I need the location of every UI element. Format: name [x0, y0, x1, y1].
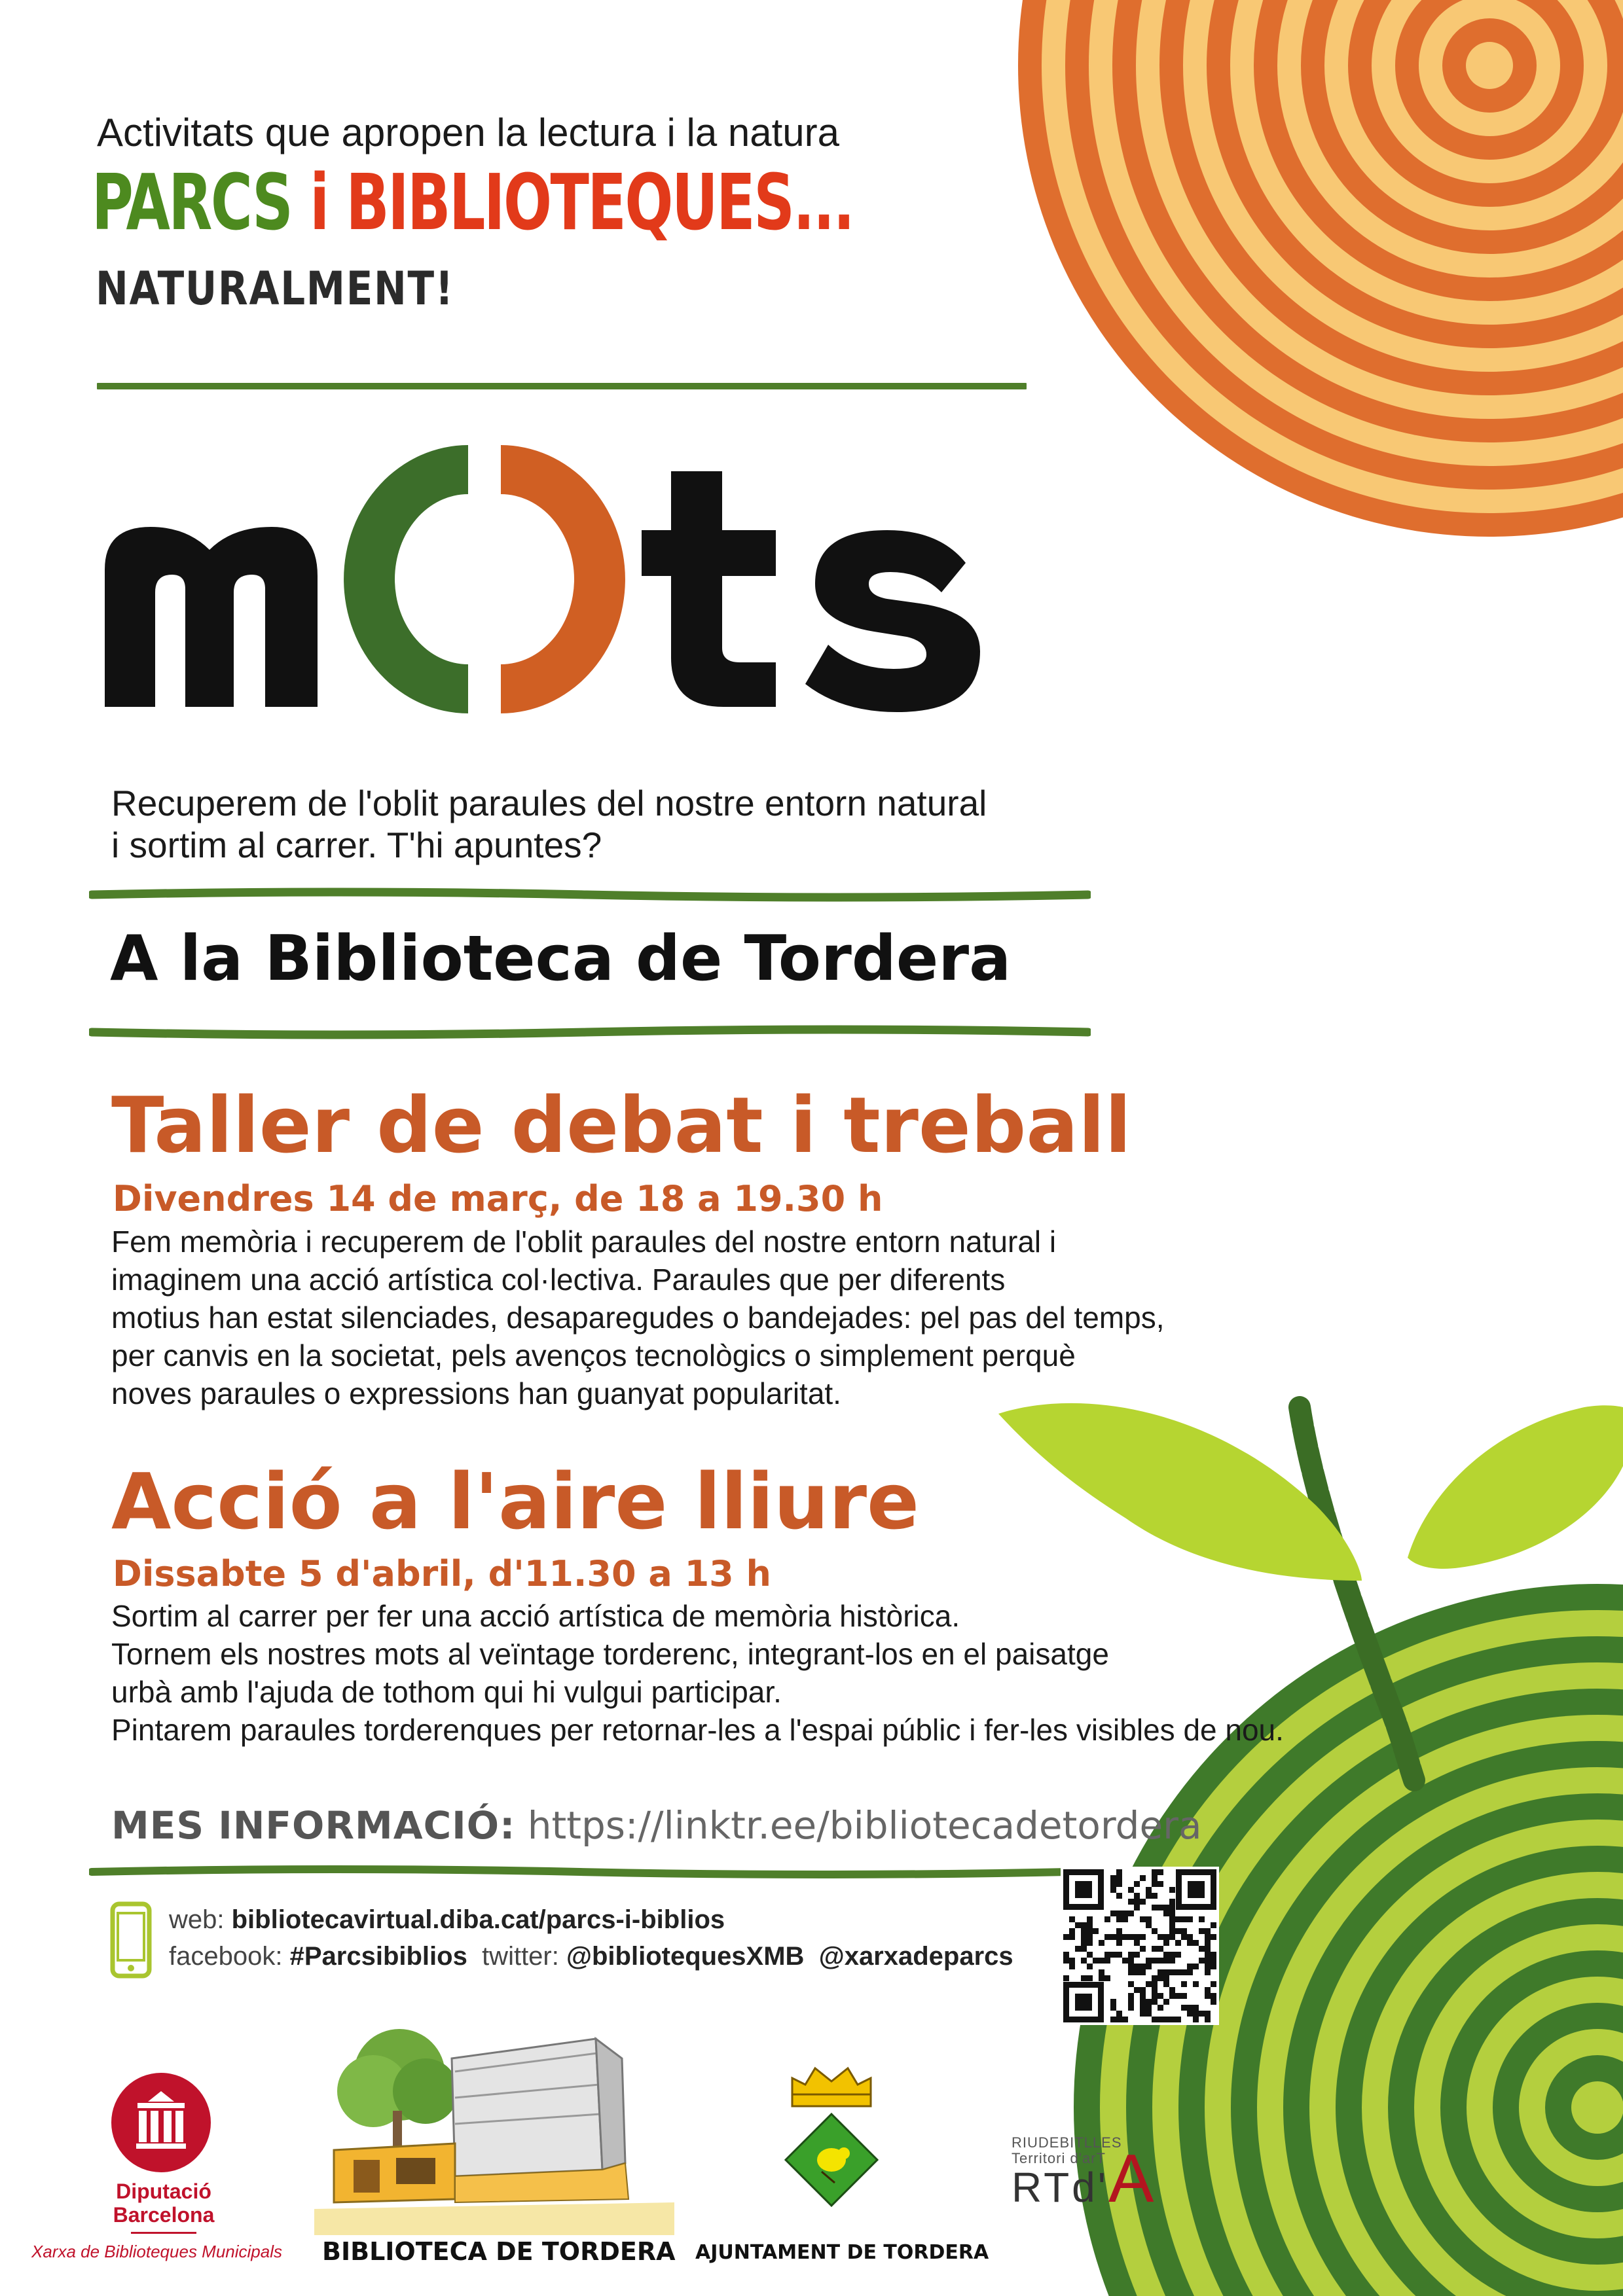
- qr-module: [1081, 1934, 1087, 1940]
- qr-module: [1128, 1958, 1134, 1964]
- qr-module: [1104, 1958, 1110, 1964]
- qr-module: [1140, 2005, 1146, 2011]
- qr-module: [1181, 1981, 1187, 1987]
- qr-module: [1158, 1993, 1163, 1999]
- more-info-link[interactable]: https://linktr.ee/bibliotecadetordera: [527, 1803, 1202, 1848]
- qr-module: [1199, 2011, 1205, 2017]
- qr-module: [1211, 1952, 1216, 1958]
- qr-module: [1122, 1910, 1128, 1916]
- qr-module: [1110, 2005, 1116, 2011]
- qr-module: [1116, 2011, 1122, 2017]
- event-1-line: imaginem una acció artística col·lectiva. Paraules que per diferents: [111, 1263, 1006, 1297]
- qr-module: [1169, 1910, 1175, 1916]
- mots-logo: [95, 432, 1116, 726]
- qr-module: [1152, 1905, 1158, 1910]
- qr-module: [1146, 1922, 1152, 1928]
- facebook-handle[interactable]: #Parcsibiblios: [289, 1942, 467, 1971]
- event-1-date: Divendres 14 de març, de 18 a 19.30 h: [113, 1178, 883, 1219]
- qr-module: [1110, 1934, 1116, 1940]
- qr-module: [1128, 2005, 1134, 2011]
- qr-module: [1158, 1946, 1163, 1952]
- contact-social-row: [169, 1938, 1013, 1975]
- web-link[interactable]: bibliotecavirtual.diba.cat/parcs-i-biblios: [231, 1905, 725, 1934]
- qr-module: [1128, 1899, 1134, 1905]
- qr-module: [1158, 1905, 1163, 1910]
- rtda-letter-a: A: [1108, 2141, 1154, 2217]
- qr-module: [1069, 1916, 1075, 1922]
- more-info-label: MES INFORMACIÓ:: [111, 1803, 516, 1848]
- qr-module: [1099, 1975, 1104, 1981]
- intro-text: [111, 782, 987, 866]
- qr-code[interactable]: [1061, 1867, 1219, 2025]
- qr-module: [1116, 1893, 1122, 1899]
- qr-module: [1087, 1922, 1093, 1928]
- qr-module: [1081, 1958, 1087, 1964]
- qr-module: [1099, 1969, 1104, 1975]
- qr-module: [1146, 1981, 1152, 1987]
- qr-module: [1081, 1975, 1087, 1981]
- intro-line-1: Recuperem de l'oblit paraules del nostre entorn natural: [111, 783, 987, 823]
- qr-module: [1122, 2017, 1128, 2022]
- qr-module: [1163, 1975, 1169, 1981]
- qr-module: [1181, 1934, 1187, 1940]
- qr-module: [1087, 1975, 1093, 1981]
- event-1-line: per canvis en la societat, pels avenços tecnològics o simplement perquè: [111, 1338, 1076, 1372]
- rule-divider-4: [89, 1864, 1071, 1880]
- qr-module: [1128, 1999, 1134, 2005]
- qr-module: [1181, 2005, 1187, 2011]
- qr-module: [1205, 1958, 1211, 1964]
- qr-module: [1169, 1916, 1175, 1922]
- diputacio-line-1: Diputació: [116, 2179, 211, 2203]
- qr-module: [1140, 1934, 1146, 1940]
- qr-module: [1169, 1934, 1175, 1940]
- qr-module: [1146, 1958, 1152, 1964]
- venue-title: A la Biblioteca de Tordera: [110, 923, 1012, 995]
- brand-title: [92, 157, 854, 247]
- qr-module: [1116, 1952, 1122, 1958]
- qr-module: [1163, 1934, 1169, 1940]
- qr-module: [1075, 1922, 1081, 1928]
- qr-module: [1211, 1958, 1216, 1964]
- qr-module: [1063, 1952, 1069, 1958]
- qr-module: [1169, 1887, 1175, 1893]
- qr-module: [1146, 1916, 1152, 1922]
- qr-module: [1069, 1928, 1075, 1934]
- qr-module: [1163, 1958, 1169, 1964]
- qr-module: [1169, 1899, 1175, 1905]
- rule-divider-1: [97, 380, 1027, 393]
- web-label: web:: [169, 1905, 225, 1934]
- qr-module: [1193, 1964, 1199, 1969]
- qr-module: [1199, 1958, 1205, 1964]
- contact-info: [169, 1901, 1013, 1975]
- qr-module: [1146, 2011, 1152, 2017]
- qr-module: [1187, 2011, 1193, 2017]
- event-2-line: urbà amb l'ajuda de tothom qui hi vulgui participar.: [111, 1675, 782, 1709]
- event-1-title: Taller de debat i treball: [111, 1080, 1131, 1170]
- facebook-label: facebook:: [169, 1942, 283, 1971]
- qr-module: [1187, 1916, 1193, 1922]
- qr-module: [1140, 1916, 1146, 1922]
- qr-module: [1134, 1964, 1140, 1969]
- qr-module: [1169, 2017, 1175, 2022]
- event-1-line: Fem memòria i recuperem de l'oblit paraules del nostre entorn natural i: [111, 1225, 1057, 1259]
- qr-module: [1134, 1940, 1140, 1946]
- qr-module: [1211, 1993, 1216, 1999]
- qr-module: [1116, 2017, 1122, 2022]
- qr-module: [1152, 1975, 1158, 1981]
- qr-module: [1069, 1964, 1075, 1969]
- qr-module: [1140, 1969, 1146, 1975]
- qr-module: [1128, 1910, 1134, 1916]
- qr-module: [1110, 2017, 1116, 2022]
- qr-module: [1163, 1981, 1169, 1987]
- qr-module: [1128, 1934, 1134, 1940]
- qr-module: [1193, 2017, 1199, 2022]
- qr-module: [1158, 1881, 1163, 1887]
- qr-module: [1152, 1987, 1158, 1993]
- qr-module: [1187, 2005, 1193, 2011]
- biblioteca-name: BIBLIOTECA DE TORDERA: [322, 2237, 676, 2266]
- qr-module: [1116, 1940, 1122, 1946]
- qr-module: [1205, 1928, 1211, 1934]
- rtda-mark: RTd': [1012, 2164, 1108, 2211]
- qr-module: [1205, 1952, 1211, 1958]
- event-2-title: Acció a l'aire lliure: [111, 1456, 920, 1547]
- qr-module: [1205, 1993, 1211, 1999]
- qr-module: [1187, 1940, 1193, 1946]
- qr-module: [1116, 1881, 1122, 1887]
- qr-module: [1104, 1916, 1110, 1922]
- qr-module: [1158, 2005, 1163, 2011]
- event-1-line: motius han estat silenciades, desaparegudes o bandejades: pel pas del temps,: [111, 1300, 1165, 1335]
- qr-module: [1104, 1975, 1110, 1981]
- qr-module: [1110, 1881, 1116, 1887]
- event-2-line: Sortim al carrer per fer una acció artística de memòria històrica.: [111, 1599, 960, 1633]
- diputacio-name: [111, 2179, 216, 2227]
- qr-module: [1134, 1905, 1140, 1910]
- qr-module: [1134, 1969, 1140, 1975]
- qr-module: [1116, 1934, 1122, 1940]
- qr-module: [1187, 1934, 1193, 1940]
- qr-module: [1187, 1964, 1193, 1969]
- qr-module: [1146, 2005, 1152, 2011]
- brand-biblioteques: i BIBLIOTEQUES...: [310, 157, 854, 247]
- qr-module: [1110, 1952, 1116, 1958]
- qr-module: [1163, 1940, 1169, 1946]
- qr-module: [1128, 1964, 1134, 1969]
- event-2-description: [111, 1597, 1284, 1749]
- qr-module: [1146, 1999, 1152, 2005]
- qr-module: [1205, 1946, 1211, 1952]
- more-info: [111, 1803, 1202, 1848]
- qr-module: [1193, 2011, 1199, 2017]
- qr-module: [1140, 1946, 1146, 1952]
- qr-module: [1205, 1940, 1211, 1946]
- rtda-line-2: Territori d'arT: [1012, 2150, 1106, 2166]
- qr-module: [1211, 1922, 1216, 1928]
- diputacio-divider: [131, 2232, 196, 2234]
- qr-module: [1169, 1928, 1175, 1934]
- qr-module: [1140, 1964, 1146, 1969]
- qr-module: [1181, 1993, 1187, 1999]
- qr-module: [1175, 1928, 1181, 1934]
- qr-module: [1163, 1969, 1169, 1975]
- qr-module: [1187, 1969, 1193, 1975]
- qr-module: [1175, 2017, 1181, 2022]
- qr-module: [1211, 1981, 1216, 1987]
- qr-module: [1152, 1881, 1158, 1887]
- rtda-line-1: RIUDEBITLLES: [1012, 2134, 1122, 2151]
- qr-module: [1116, 1928, 1122, 1934]
- qr-module: [1163, 1910, 1169, 1916]
- qr-module: [1205, 1934, 1211, 1940]
- diputacio-line-2: Barcelona: [113, 2203, 215, 2227]
- qr-module: [1175, 1940, 1181, 1946]
- qr-module: [1063, 1958, 1069, 1964]
- qr-module: [1104, 1934, 1110, 1940]
- qr-module: [1158, 1969, 1163, 1975]
- qr-module: [1087, 1940, 1093, 1946]
- qr-module: [1093, 1958, 1099, 1964]
- qr-module: [1104, 1952, 1110, 1958]
- qr-module: [1163, 1952, 1169, 1958]
- qr-module: [1175, 1952, 1181, 1958]
- qr-module: [1087, 1934, 1093, 1940]
- qr-module: [1163, 1905, 1169, 1910]
- qr-module: [1152, 1875, 1158, 1881]
- qr-module: [1193, 1981, 1199, 1987]
- qr-module: [1169, 1987, 1175, 1993]
- qr-module: [1110, 1875, 1116, 1881]
- event-2-line: Pintarem paraules torderenques per retornar-les a l'espai públic i fer-les visibles de nou.: [111, 1713, 1284, 1747]
- qr-module: [1087, 1916, 1093, 1922]
- qr-module: [1146, 1887, 1152, 1893]
- qr-module: [1116, 1916, 1122, 1922]
- qr-module: [1146, 1964, 1152, 1969]
- qr-module: [1075, 1946, 1081, 1952]
- qr-module: [1140, 1993, 1146, 1999]
- qr-module: [1211, 1999, 1216, 2005]
- qr-module: [1205, 1987, 1211, 1993]
- ajuntament-name: AJUNTAMENT DE TORDERA: [695, 2241, 989, 2264]
- qr-module: [1205, 1969, 1211, 1975]
- qr-module: [1087, 1964, 1093, 1969]
- twitter-label: twitter:: [482, 1942, 559, 1971]
- brand-parcs: PARCS: [92, 157, 292, 247]
- event-2-date: Dissabte 5 d'abril, d'11.30 a 13 h: [113, 1553, 771, 1594]
- event-2-line: Tornem els nostres mots al veïntage torderenc, integrant-los en el paisatge: [111, 1637, 1109, 1671]
- qr-module: [1175, 1916, 1181, 1922]
- contact-web-row: [169, 1901, 1013, 1938]
- ajuntament-crest: [782, 2062, 881, 2212]
- qr-module: [1110, 1887, 1116, 1893]
- qr-module: [1122, 1916, 1128, 1922]
- qr-module: [1146, 1893, 1152, 1899]
- qr-module: [1158, 1958, 1163, 1964]
- qr-module: [1181, 1916, 1187, 1922]
- qr-module: [1152, 1981, 1158, 1987]
- qr-module: [1152, 1893, 1158, 1899]
- rule-divider-2: [89, 887, 1091, 903]
- qr-module: [1163, 1999, 1169, 2005]
- qr-module: [1063, 1975, 1069, 1981]
- qr-module: [1128, 1969, 1134, 1975]
- qr-module: [1152, 1993, 1158, 1999]
- qr-module: [1116, 1910, 1122, 1916]
- qr-module: [1063, 1934, 1069, 1940]
- qr-module: [1169, 1905, 1175, 1910]
- intro-line-2: i sortim al carrer. T'hi apuntes?: [111, 825, 602, 865]
- qr-module: [1152, 1958, 1158, 1964]
- qr-module: [1163, 2017, 1169, 2022]
- diputacio-seal: [110, 2072, 212, 2174]
- qr-module: [1205, 2017, 1211, 2022]
- qr-module: [1134, 1881, 1140, 1887]
- qr-module: [1169, 1958, 1175, 1964]
- qr-module: [1152, 1869, 1158, 1875]
- rule-divider-3: [89, 1024, 1091, 1040]
- qr-module: [1110, 1999, 1116, 2005]
- qr-module: [1134, 1899, 1140, 1905]
- qr-module: [1158, 1869, 1163, 1875]
- qr-module: [1128, 1952, 1134, 1958]
- qr-module: [1087, 1952, 1093, 1958]
- qr-module: [1152, 1999, 1158, 2005]
- qr-module: [1205, 2011, 1211, 2017]
- event-1-description: [111, 1223, 1165, 1412]
- qr-module: [1099, 1940, 1104, 1946]
- event-1-line: noves paraules o expressions han guanyat popularitat.: [111, 1376, 841, 1410]
- diputacio-subtitle: Xarxa de Biblioteques Municipals: [31, 2242, 282, 2261]
- brand-naturalment: NATURALMENT!: [96, 262, 454, 315]
- qr-module: [1140, 1899, 1146, 1905]
- qr-module: [1169, 1922, 1175, 1928]
- qr-module: [1140, 1987, 1146, 1993]
- qr-module: [1175, 1993, 1181, 1999]
- tagline: Activitats que apropen la lectura i la natura: [97, 111, 839, 154]
- qr-module: [1140, 2011, 1146, 2017]
- qr-module: [1193, 1940, 1199, 1946]
- qr-module: [1211, 1964, 1216, 1969]
- qr-module: [1110, 1910, 1116, 1916]
- qr-module: [1169, 1952, 1175, 1958]
- qr-module: [1128, 1981, 1134, 1987]
- qr-module: [1087, 1928, 1093, 1934]
- mobile-phone-icon: [110, 1901, 152, 1979]
- qr-module: [1134, 1952, 1140, 1958]
- qr-module: [1093, 1928, 1099, 1934]
- qr-module: [1081, 1928, 1087, 1934]
- qr-module: [1199, 1928, 1205, 1934]
- qr-module: [1134, 1934, 1140, 1940]
- qr-module: [1158, 1975, 1163, 1981]
- qr-module: [1211, 1934, 1216, 1940]
- qr-module: [1158, 1934, 1163, 1940]
- qr-module: [1134, 1987, 1140, 1993]
- qr-module: [1081, 1922, 1087, 1928]
- qr-module: [1069, 1958, 1075, 1964]
- qr-module: [1116, 1875, 1122, 1881]
- qr-module: [1116, 1869, 1122, 1875]
- qr-module: [1152, 1928, 1158, 1934]
- qr-module: [1069, 1934, 1075, 1940]
- qr-module: [1175, 1969, 1181, 1975]
- biblioteca-building-illustration: [314, 2013, 674, 2235]
- qr-module: [1122, 1958, 1128, 1964]
- qr-module: [1099, 1958, 1104, 1964]
- rtda-logo: [1012, 2140, 1154, 2218]
- qr-module: [1140, 1875, 1146, 1881]
- qr-module: [1081, 1946, 1087, 1952]
- qr-module: [1169, 1993, 1175, 1999]
- twitter-handle-parcs[interactable]: @xarxadeparcs: [818, 1942, 1013, 1971]
- qr-module: [1081, 1940, 1087, 1946]
- qr-module: [1158, 2017, 1163, 2022]
- qr-module: [1152, 1946, 1158, 1952]
- qr-module: [1205, 1964, 1211, 1969]
- qr-module: [1199, 1916, 1205, 1922]
- qr-module: [1193, 2005, 1199, 2011]
- qr-module: [1128, 1887, 1134, 1893]
- qr-module: [1128, 1993, 1134, 1999]
- twitter-handle-xmb[interactable]: @bibliotequesXMB: [566, 1942, 805, 1971]
- qr-module: [1140, 1999, 1146, 2005]
- qr-module: [1181, 1928, 1187, 1934]
- qr-module: [1199, 1946, 1205, 1952]
- qr-module: [1122, 1934, 1128, 1940]
- qr-module: [1152, 2017, 1158, 2022]
- qr-module: [1169, 1969, 1175, 1975]
- qr-module: [1134, 1893, 1140, 1899]
- qr-module: [1181, 1969, 1187, 1975]
